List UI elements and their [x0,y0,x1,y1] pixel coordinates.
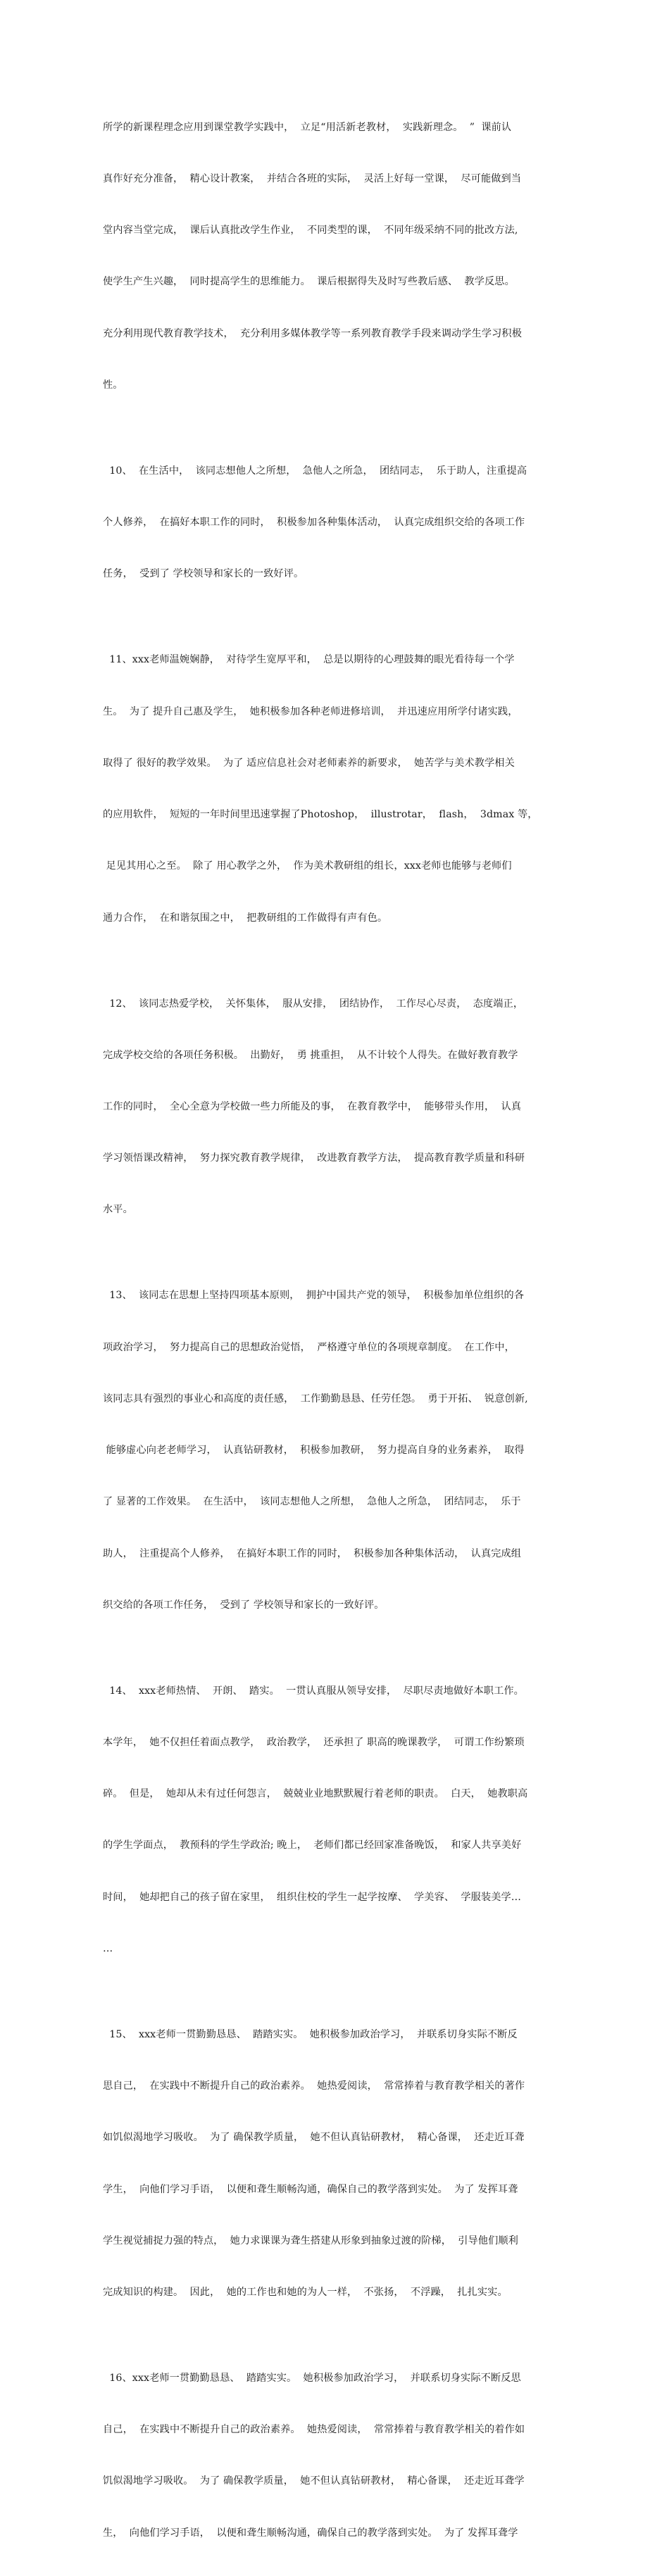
text-line: 堂内容当堂完成， 课后认真批改学生作业， 不同类型的课， 不同年级采纳不同的批改方法, [103,225,518,237]
document-body [103,84,568,2576]
text-line: 12、 该同志热爱学校， 关怀集体， 服从安排， 团结协作， 工作尽心尽责， 态度端正， [103,998,524,1010]
text-line: 任务， 受到了 学校领导和家长的一致好评。 [103,568,304,580]
text-line: 10、 在生活中， 该同志想他人之所想， 急他人之所急， 团结同志， 乐于助人，注重提高 [103,465,527,477]
text-line: 本学年， 她不仅担任着面点教学， 政治教学， 还承担了 职高的晚课教学， 可谓工作纷繁琐 [103,1737,525,1748]
text-line: 取得了 很好的教学效果。 为了 适应信息社会对老师素养的新要求， 她苦学与美术教学相关 [103,757,515,769]
text-line: 了 显著的工作效果。 在生活中， 该同志想他人之所想， 急他人之所急， 团结同志， 乐于 [103,1496,521,1508]
paragraph-intro [103,84,568,428]
text-line: 时间， 她却把自己的孩子留在家里， 组织住校的学生一起学按摩、 学美容、 学服装美学… [103,1891,522,1903]
text-line: 助人， 注重提高个人修养， 在搞好本职工作的同时， 积极参加各种集体活动， 认真完成组 [103,1547,522,1559]
text-line: 14、 xxx老师热情、 开朗、 踏实。 一贯认真服从领导安排， 尽职尽责地做好本职工作。 [103,1685,524,1697]
text-line: 完成学校交给的各项任务积极。 出勤好， 勇 挑重担， 从不计较个人得失。在做好教育教学 [103,1049,518,1061]
text-line: … [103,1942,113,1954]
text-line: 的学生学面点， 教预科的学生学政治; 晚上， 老师们都已经回家准备晚饭， 和家人共享美好 [103,1840,522,1852]
text-line: 能够虚心向老老师学习， 认真钻研教材， 积极参加教研， 努力提高自身的业务素养， 取得 [103,1445,525,1457]
paragraph-12 [103,961,568,1253]
text-line: 学生， 向他们学习手语， 以便和聋生顺畅沟通，确保自己的教学落到实处。 为了 发挥耳聋 [103,2183,518,2195]
text-line: 如饥似渴地学习吸收。 为了 确保教学质量， 她不但认真钻研教材， 精心备课， 还走近耳聋 [103,2132,525,2144]
text-line: 工作的同时， 全心全意为学校做一些力所能及的事， 在教育教学中， 能够带头作用， 认真 [103,1100,522,1112]
text-line: 性。 [103,379,123,391]
text-line: 16、xxx老师一贯勤勤恳恳、 踏踏实实。 她积极参加政治学习， 并联系切身实际不断反思 [103,2373,521,2385]
text-line: 个人修养， 在搞好本职工作的同时， 积极参加各种集体活动， 认真完成组织交给的各项工作 [103,517,525,529]
paragraph-10 [103,428,568,617]
text-line: 学习领悟课改精神， 努力探究教育教学规律， 改进教育教学方法， 提高教育教学质量和科研 [103,1152,525,1164]
paragraph-11 [103,617,568,961]
text-line: 13、 该同志在思想上坚持四项基本原则， 拥护中国共产党的领导， 积极参加单位组织的各 [103,1290,525,1302]
text-line: 所学的新课程理念应用到课堂教学实践中， 立足“用活新老教材， 实践新理念。 ” 课前认 [103,121,512,133]
paragraph-16 [103,2335,568,2576]
text-line: 使学生产生兴趣， 同时提高学生的思维能力。 课后根据得失及时写些教后感、 教学反思。 [103,276,515,288]
text-line: 该同志具有强烈的事业心和高度的责任感， 工作勤勤恳恳、任劳任怨。 勇于开拓、 锐意创新, [103,1393,528,1405]
text-line: 完成知识的构建。 因此， 她的工作也和她的为人一样， 不张扬， 不浮躁， 扎扎实实。 [103,2287,508,2298]
text-line: 生。 为了 提升自己惠及学生， 她积极参加各种老师进修培训， 并迅速应用所学付诸实践， [103,705,518,717]
text-line: 水平。 [103,1204,133,1216]
text-line: 碎。 但是， 她却从未有过任何怨言， 兢兢业业地默默履行着老师的职责。 白天， 她教职高 [103,1788,528,1800]
paragraph-14 [103,1648,568,1992]
text-line: 织交给的各项工作任务， 受到了 学校领导和家长的一致好评。 [103,1599,384,1611]
text-line: 足见其用心之至。 除了 用心教学之外， 作为美术教研组的组长，xxx老师也能够与老师们 [103,860,512,872]
text-line: 通力合作， 在和谐氛围之中， 把教研组的工作做得有声有色。 [103,912,388,924]
text-line: 思自己， 在实践中不断提升自己的政治素养。 她热爱阅读， 常常捧着与教育教学相关的著作 [103,2080,525,2092]
text-line: 学生视觉捕捉力强的特点， 她力求课课为聋生搭建从形象到抽象过渡的阶梯， 引导他们顺利 [103,2235,518,2247]
text-line: 生， 向他们学习手语， 以便和聋生顺畅沟通，确保自己的教学落到实处。 为了 发挥耳聋学 [103,2527,518,2539]
text-line: 的应用软件， 短短的一年时间里迅速掌握了Photoshop， illustrotar， flash， 3dmax 等， [103,809,538,821]
text-line: 11、xxx老师温婉娴静， 对待学生宽厚平和， 总是以期待的心理鼓舞的眼光看待每一个学 [103,654,515,666]
paragraph-15 [103,1992,568,2335]
text-line: 项政治学习， 努力提高自己的思想政治觉悟， 严格遵守单位的各项规章制度。 在工作中， [103,1341,515,1353]
paragraph-13 [103,1253,568,1648]
text-line: 真作好充分准备， 精心设计教案， 并结合各班的实际， 灵活上好每一堂课， 尽可能做到当 [103,173,522,185]
text-line: 饥似渴地学习吸收。 为了 确保教学质量， 她不但认真钻研教材， 精心备课， 还走近耳聋学 [103,2475,525,2487]
text-line: 15、 xxx老师一贯勤勤恳恳、 踏踏实实。 她积极参加政治学习， 并联系切身实际不断反 [103,2028,518,2040]
text-line: 充分利用现代教育教学技术， 充分利用多媒体教学等一系列教育教学手段来调动学生学习积极 [103,327,523,339]
text-line: 自己， 在实践中不断提升自己的政治素养。 她热爱阅读， 常常捧着与教育教学相关的着作如 [103,2424,525,2436]
